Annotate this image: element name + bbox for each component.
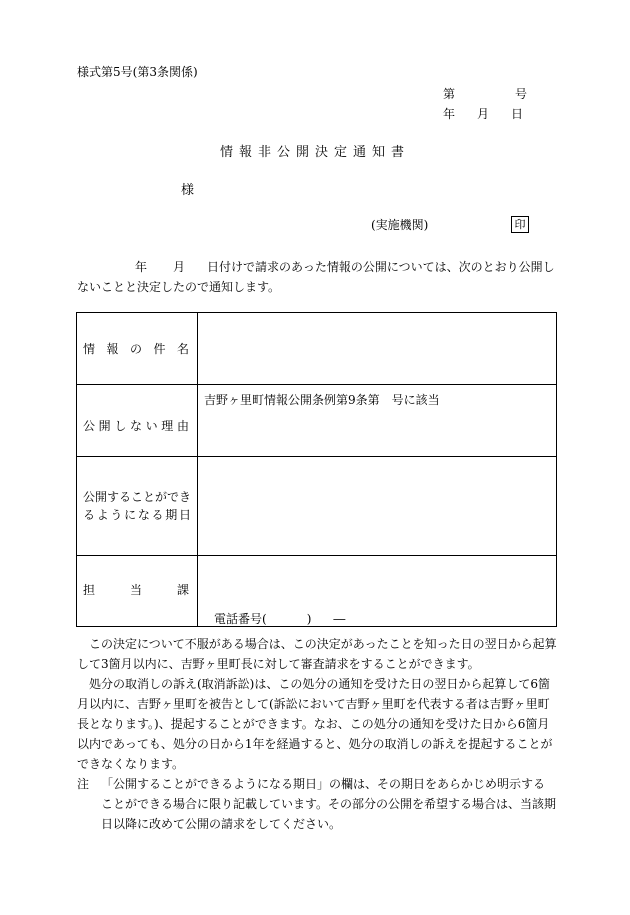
subject-value-cell[interactable] [198, 313, 557, 385]
date-month: 月 [477, 107, 490, 121]
phone-label: 電話番号( [214, 612, 267, 626]
intro-month: 月 [173, 260, 186, 274]
addressee-suffix: 様 [181, 183, 195, 198]
seal-mark: 印 [511, 216, 529, 233]
note-prefix: 注 [77, 777, 90, 791]
info-table [76, 312, 557, 627]
phone-number [214, 610, 345, 627]
department-label-cell [77, 556, 198, 627]
lawsuit-paragraph: 処分の取消しの訴え(取消訴訟)は、この処分の通知を受けた日の翌日から起算して6箇月以内に、吉野ヶ里町を被告として(訴訟において吉野ヶ里町を代表する者は吉野ヶ里町長となります。)、提起することができます。なお、この処分の通知を受けた日から6箇月以内であっても、処分の日から1年を経過すると、処分の取消しの訴えを提起することができなくなります。 [77, 677, 553, 771]
department-label: 担 当 課 [83, 582, 189, 597]
note-paragraph [77, 774, 557, 834]
reason-label: 公 開 し な い 理 由 [83, 419, 189, 433]
reason-value: 吉野ヶ里町情報公開条例第9条第 号に該当 [204, 393, 440, 407]
disclosure-date-value-cell[interactable] [198, 457, 557, 556]
number-suffix: 号 [515, 87, 528, 101]
date-day: 日 [511, 107, 524, 121]
document-title: 情報非公開決定通知書 [219, 145, 410, 160]
table-row-disclosure-date [77, 457, 557, 556]
reason-label-cell [77, 385, 198, 457]
form-label: 様式第5号(第3条関係) [77, 65, 198, 79]
disclosure-date-label-cell [77, 457, 198, 556]
disclosure-date-label: 公開することができるようになる期日 [83, 490, 192, 522]
subject-label: 情 報 の 件 名 [83, 342, 189, 356]
phone-close: ) [306, 612, 312, 626]
note-text: 「公開することができるようになる期日」の欄は、その期日をあらかじめ明示することができる場合に限り記載しています。その部分の公開を希望する場合は、当該期日以降に改めて公開の請求をしてください。 [101, 777, 557, 831]
number-prefix: 第 [443, 87, 456, 101]
intro-text: 日付けで請求のあった情報の公開については、次のとおり公開しないことと決定したので通知します。 [77, 260, 555, 294]
appeal-paragraph: この決定について不服がある場合は、この決定があったことを知った日の翌日から起算して3箇月以内に、吉野ヶ里町長に対して審査請求をすることができます。 [77, 637, 557, 671]
notes-section [77, 634, 557, 834]
intro-year: 年 [135, 260, 148, 274]
subject-label-cell [77, 313, 198, 385]
date-year: 年 [443, 107, 456, 121]
issue-date [443, 108, 523, 120]
document-number [443, 88, 527, 100]
issuer-label: (実施機関) [371, 218, 429, 232]
intro-paragraph [77, 257, 557, 297]
table-row-subject [77, 313, 557, 385]
phone-dash: ― [333, 612, 346, 626]
